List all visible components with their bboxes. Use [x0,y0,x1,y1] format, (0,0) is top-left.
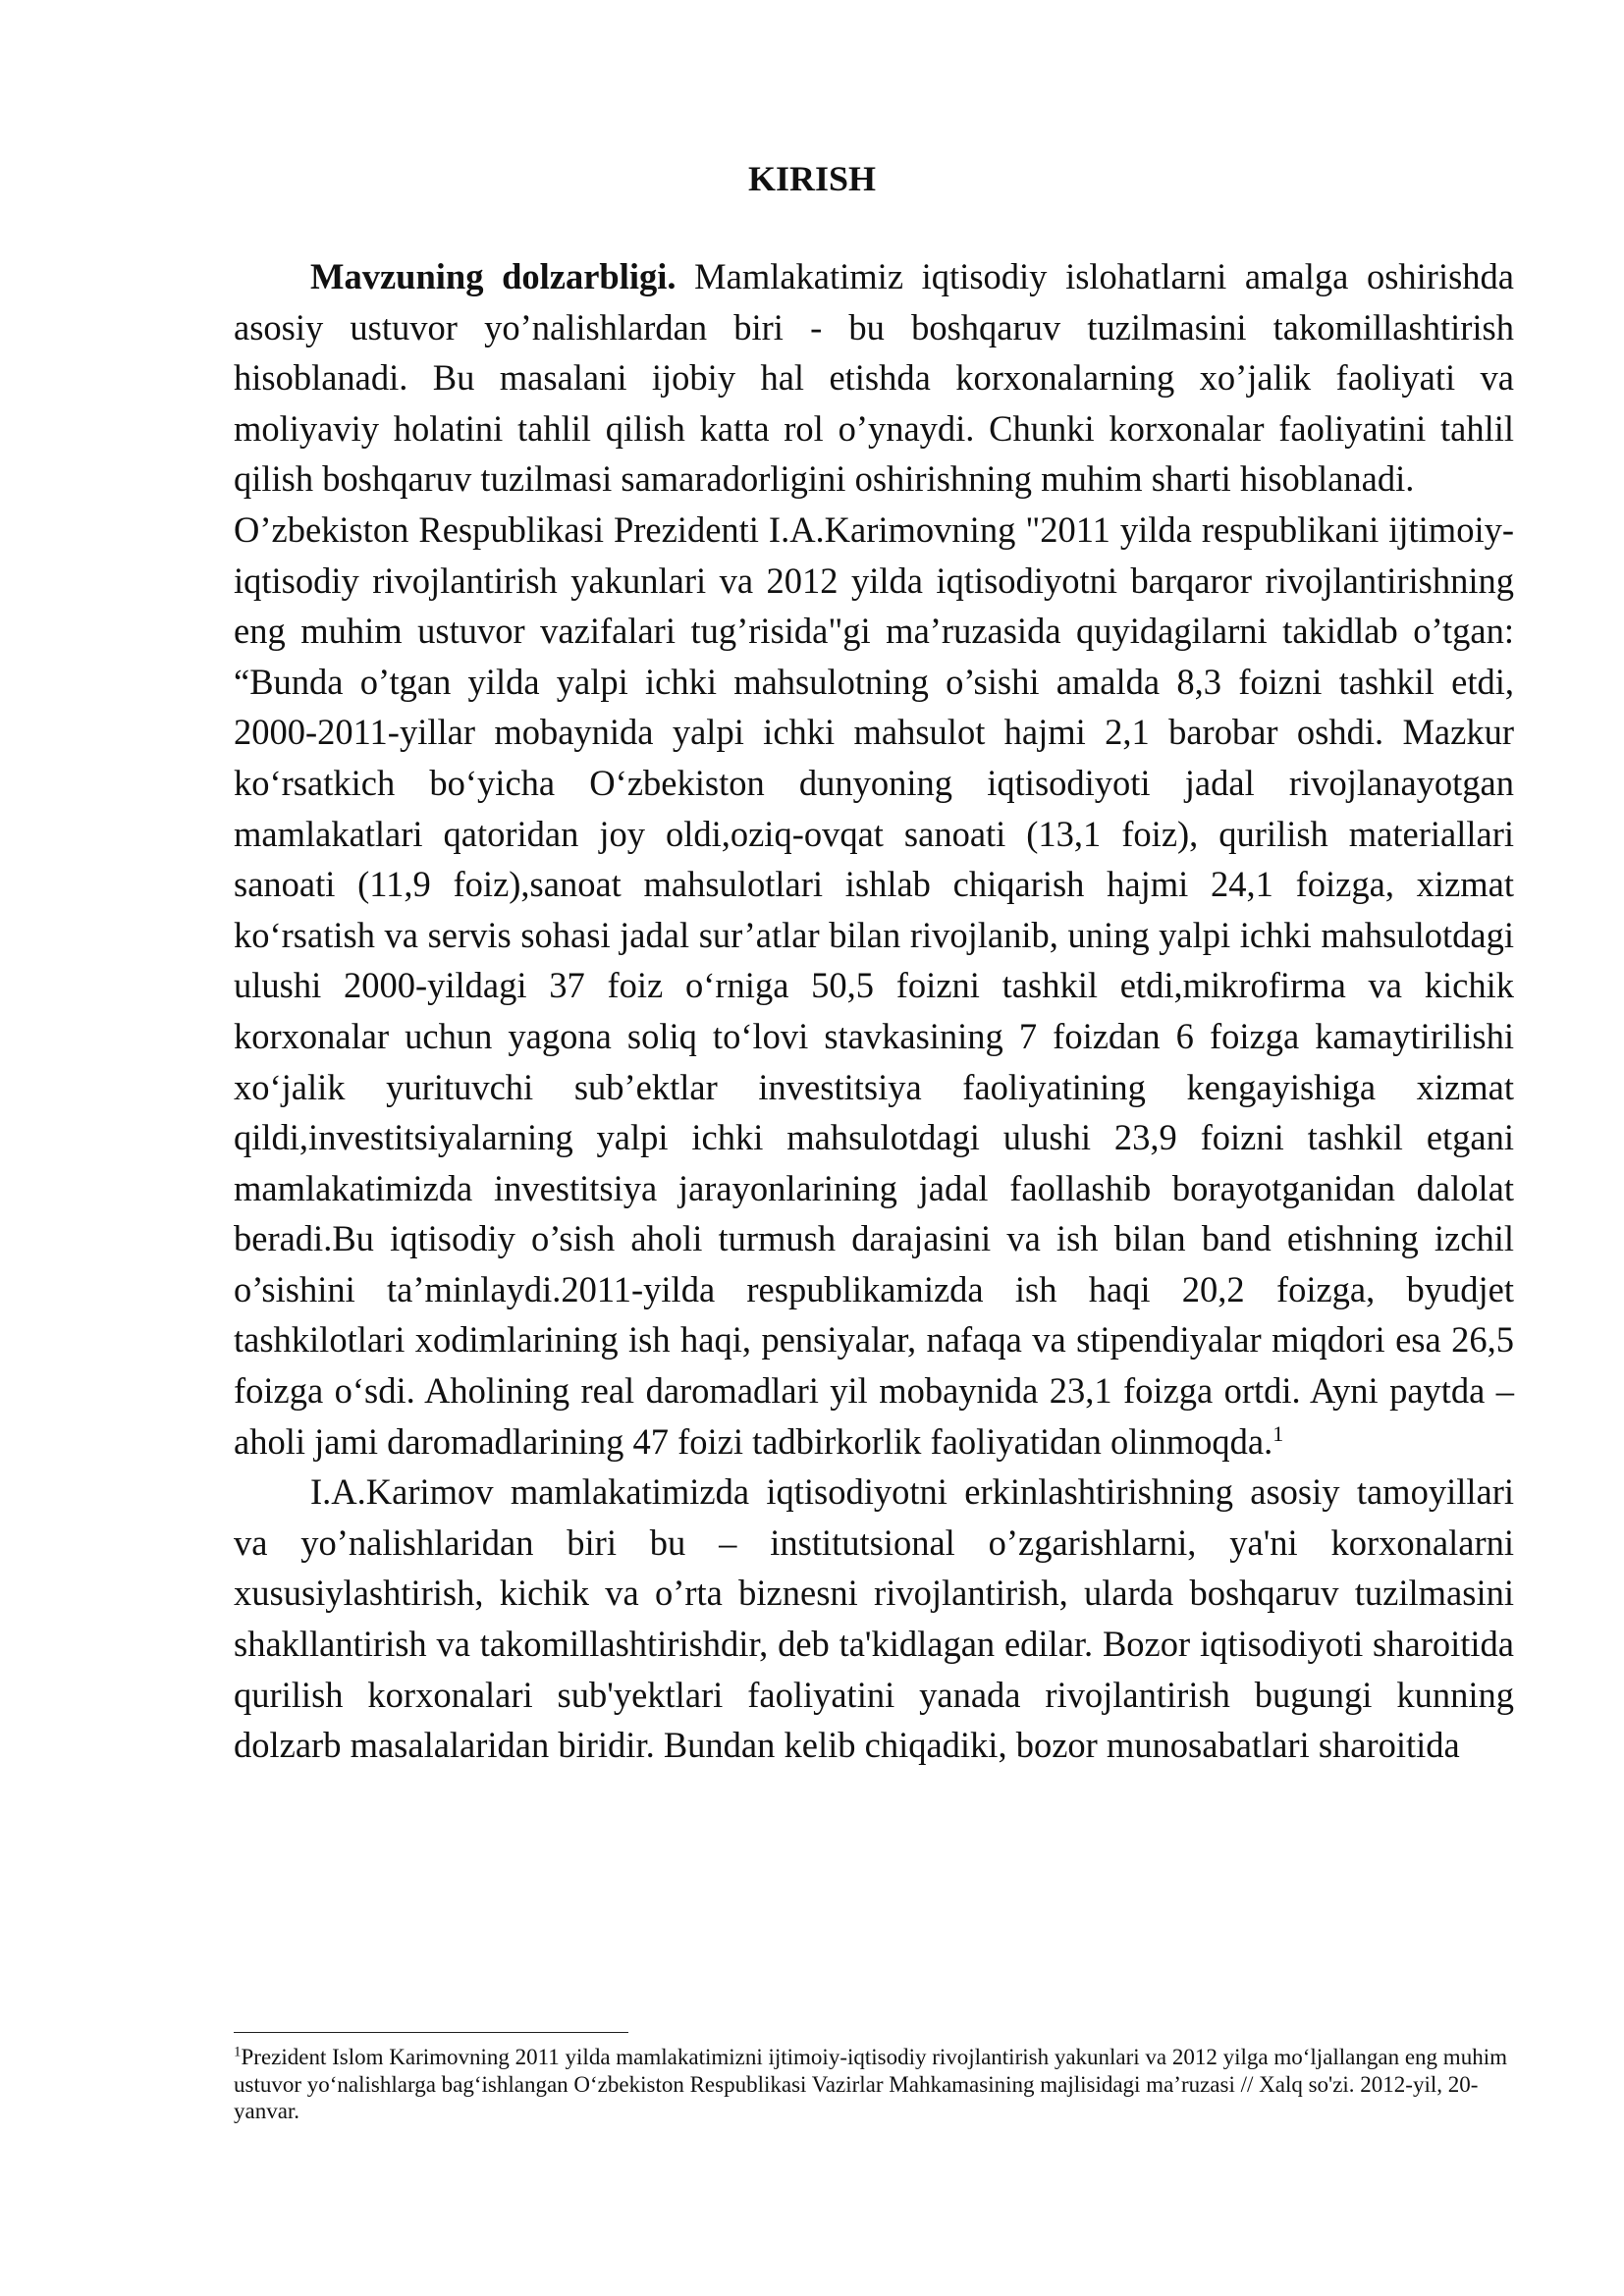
page-title: KIRISH [747,159,877,198]
section-lead: Mavzuning dolzarbligi. [310,256,677,296]
paragraph-text: I.A.Karimov mamlakatimizda iqtisodiyotni erkinlashtirishning asosiy tamoyillari va yo’nalishlaridan biri bu – institutsional o’zgarishlarni, ya'ni korxonalarni xususiylashtirish, kichik va o’rta biznesni rivojlantirish, ularda boshqaruv tuzilmasini shakllantirish va takomillashtirishdir, deb ta'kidlagan edilar. Bozor iqtisodiyoti sharoitida qurilish korxonalari sub'yektlari faoliyatini yanada rivojlantirish bugungi kunning dolzarb masalalaridan biridir. Bundan kelib chiqadiki, bozor munosabatlari sharoitida [234,1471,1514,1766]
footnote [234,2044,1514,2125]
body-text [234,251,1514,1771]
paragraph-text: Mamlakatimiz iqtisodiy islohatlarni amalga oshirishda asosiy ustuvor yo’nalishlardan biri - bu boshqaruv tuzilmasini takomillashtirish hisoblanadi. Bu masalani ijobiy hal etishda korxonalarning xo’jalik faoliyati va moliyaviy holatini tahlil qilish katta rol o’ynaydi. Chunki korxonalar faoliyatini tahlil qilish boshqaruv tuzilmasi samaradorligini oshirishning muhim sharti hisoblanadi. [234,256,1514,500]
footnote-text: Prezident Islom Karimovning 2011 yilda mamlakatimizni ijtimoiy-iqtisodiy rivojlantirish yakunlari va 2012 yilga mo‘ljallangan eng muhim ustuvor yo‘nalishlarga bag‘ishlangan O‘zbekiston Respublikasi Vazirlar Mahkamasining majlisidagi ma’ruzasi // Xalq so'zi. 2012-yil, 20-yanvar. [234,2045,1507,2123]
footnote-divider [234,2032,628,2033]
paragraph-relevance [234,251,1514,505]
footnote-reference[interactable]: 1 [1272,1420,1284,1446]
footnote-mark: 1 [234,2044,242,2060]
paragraph-karimov [234,1467,1514,1771]
paragraph-president-report [234,505,1514,1467]
paragraph-text: O’zbekiston Respublikasi Prezidenti I.A.Karimovning "2011 yilda respublikani ijtimoiy-iqtisodiy rivojlantirish yakunlari va 2012 yilda iqtisodiyotni barqaror rivojlantirishning eng muhim ustuvor vazifalari tug’risida"gi ma’ruzasida quyidagilarni takidlab o’tgan: “Bunda o’tgan yilda yalpi ichki mahsulotning o’sishi amalda 8,3 foizni tashkil etdi, 2000-2011-yillar mobaynida yalpi ichki mahsulot hajmi 2,1 barobar oshdi. Mazkur ko‘rsatkich bo‘yicha O‘zbekiston dunyoning iqtisodiyoti jadal rivojlanayotgan mamlakatlari qatoridan joy oldi,oziq-ovqat sanoati (13,1 foiz), qurilish materiallari sanoati (11,9 foiz),sanoat mahsulotlari ishlab chiqarish hajmi 24,1 foizga, xizmat ko‘rsatish va servis sohasi jadal sur’atlar bilan rivojlanib, uning yalpi ichki mahsulotdagi ulushi 2000-yildagi 37 foiz o‘rniga 50,5 foizni tashkil etdi,mikrofirma va kichik korxonalar uchun yagona soliq to‘lovi stavkasining 7 foizdan 6 foizga kamaytirilishi xo‘jalik yurituvchi sub’ektlar investitsiya faoliyatining kengayishiga xizmat qildi,investitsiyalarning yalpi ichki mahsulotdagi ulushi 23,9 foizni tashkil etgani mamlakatimizda investitsiya jarayonlarining jadal faollashib borayotganidan dalolat beradi.Bu iqtisodiy o’sish aholi turmush darajasini va ish bilan band etishning izchil o’sishini ta’minlaydi.2011-yilda respublikamizda ish haqi 20,2 foizga, byudjet tashkilotlari xodimlarining ish haqi, pensiyalar, nafaqa va stipendiyalar miqdori esa 26,5 foizga o‘sdi. Aholining real daromadlari yil mobaynida 23,1 foizga ortdi. Ayni paytda –aholi jami daromadlarining 47 foizi tadbirkorlik faoliyatidan olinmoqda. [234,508,1514,1462]
